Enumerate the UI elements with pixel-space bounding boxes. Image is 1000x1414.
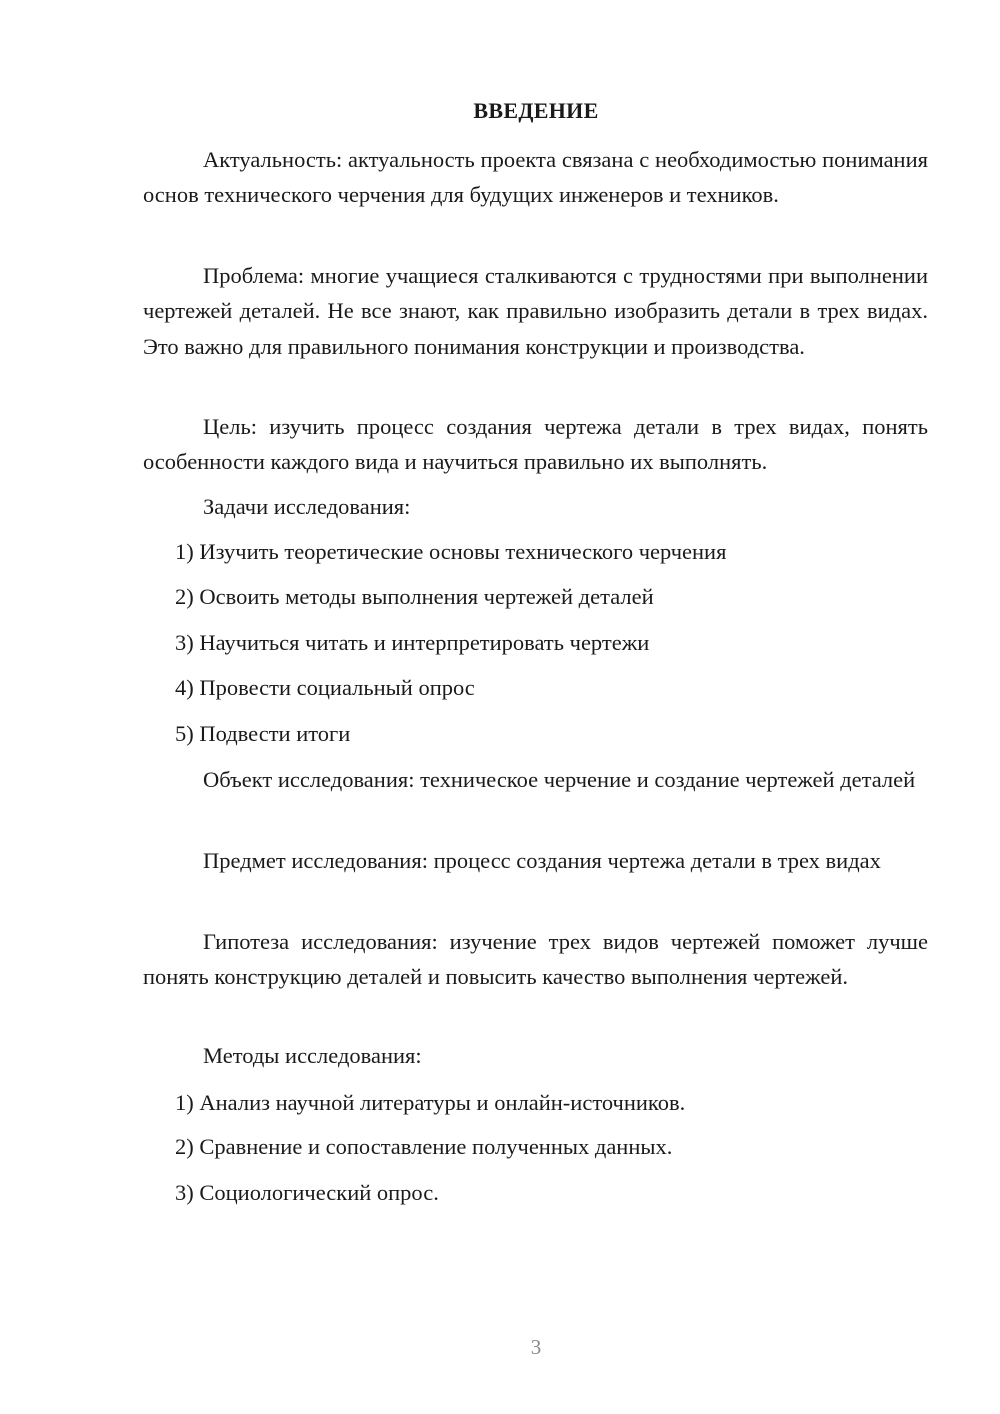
methods-heading: Методы исследования: — [203, 1043, 422, 1068]
hypothesis-paragraph: Гипотеза исследования: изучение трех видов чертежей поможет лучше понять конструкцию деталей и повысить качество выполнения чертежей. — [143, 929, 928, 990]
goal-paragraph: Цель: изучить процесс создания чертежа детали в трех видах, понять особенности каждого вида и научиться правильно их выполнять. — [143, 414, 928, 475]
page-title: ВВЕДЕНИЕ — [473, 98, 599, 123]
task-item-4: 4) Провести социальный опрос — [175, 675, 475, 700]
task-item-5: 5) Подвести итоги — [175, 721, 351, 746]
task-item-1: 1) Изучить теоретические основы технического черчения — [175, 539, 727, 564]
relevance-paragraph: Актуальность: актуальность проекта связана с необходимостью понимания основ технического черчения для будущих инженеров и техников. — [143, 147, 928, 208]
task-item-2: 2) Освоить методы выполнения чертежей деталей — [175, 584, 654, 609]
method-item-1: 1) Анализ научной литературы и онлайн-источников. — [175, 1090, 686, 1115]
subject-paragraph: Предмет исследования: процесс создания чертежа детали в трех видах — [203, 848, 881, 873]
object-paragraph: Объект исследования: техническое черчение и создание чертежей деталей — [203, 767, 916, 792]
method-item-3: 3) Социологический опрос. — [175, 1180, 439, 1205]
method-item-2: 2) Сравнение и сопоставление полученных данных. — [175, 1134, 673, 1159]
task-item-3: 3) Научиться читать и интерпретировать чертежи — [175, 630, 650, 655]
tasks-heading: Задачи исследования: — [203, 494, 411, 519]
problem-paragraph: Проблема: многие учащиеся сталкиваются с трудностями при выполнении чертежей деталей. Не все знают, как правильно изобразить детали в трех видах. Это важно для правильного понимания конструкции и производства. — [143, 263, 928, 359]
page-number: 3 — [530, 1335, 542, 1359]
